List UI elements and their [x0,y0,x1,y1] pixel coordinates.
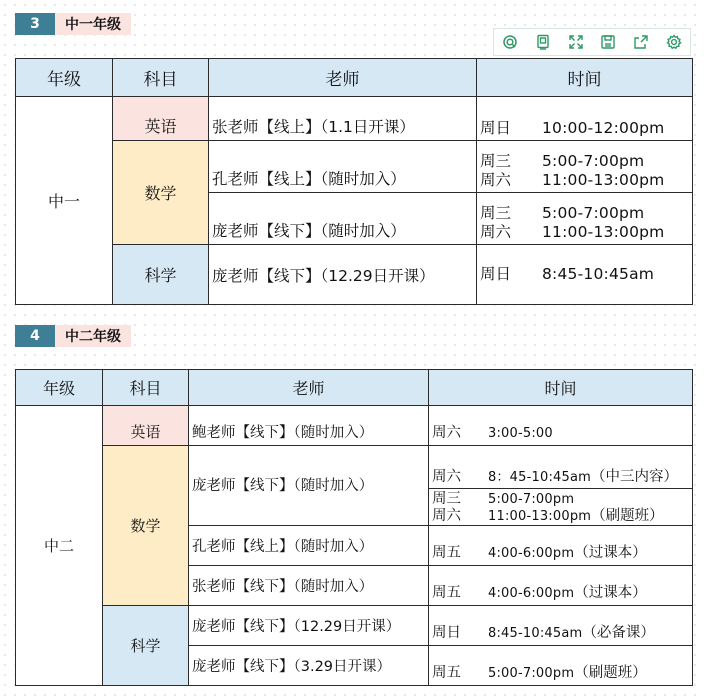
copy-icon [535,34,551,50]
settings-icon [666,34,682,50]
section-number: 3 [15,13,55,35]
copy-button[interactable] [527,29,560,55]
grade-cell: 中二 [16,406,103,686]
table-header-row [16,370,693,406]
subject-english: 英语 [113,97,209,141]
time-cell [429,526,693,566]
teacher-cell: 孔老师【线上】（随时加入） [209,141,477,193]
hours-label: 10:00-12:00pm [542,119,665,137]
teacher-cell: 庞老师【线下】（随时加入） [209,193,477,245]
share-icon [633,34,649,50]
time-cell [477,97,693,141]
day-label: 周六 [480,223,512,241]
hours-label: 4:00-6:00pm [488,586,575,601]
time-cell [477,245,693,305]
grade-8-schedule-table [15,369,693,686]
save-icon [600,34,616,50]
header-subject: 科目 [113,59,209,97]
time-cell [429,406,693,446]
day-label: 周六 [432,425,461,441]
day-label: 周六 [432,469,461,485]
time-cell [429,566,693,606]
header-time: 时间 [477,59,693,97]
header-teacher: 老师 [189,370,429,406]
table-row [16,141,693,193]
hours-label: 11:00-13:00pm [488,509,592,524]
subject-math: 数学 [113,141,209,245]
grade-7-schedule-table [15,58,693,305]
note-label: （刷题班） [574,665,647,681]
section-title: 中二年级 [55,325,131,347]
hours-label: 5:00-7:00pm [542,152,645,170]
share-button[interactable] [625,29,658,55]
day-label: 周日 [480,265,512,283]
teacher-cell: 孔老师【线上】（随时加入） [189,526,429,566]
time-cell [477,193,693,245]
header-time: 时间 [429,370,693,406]
header-teacher: 老师 [209,59,477,97]
note-label: （过课本） [574,585,647,601]
day-label: 周六 [480,171,512,189]
teacher-cell: 张老师【线下】（随时加入） [189,566,429,606]
header-subject: 科目 [103,370,189,406]
hours-label: 11:00-13:00pm [542,223,665,241]
note-label: （必备课） [582,625,655,641]
hours-label: 5:00-7:00pm [488,666,575,681]
teacher-cell: 庞老师【线下】（12.29日开课） [189,606,429,646]
hours-label: 8:45-10:45am [542,265,655,283]
section-title: 中一年级 [55,13,131,35]
settings-button[interactable] [657,29,690,55]
table-row [16,446,693,526]
hours-label: 3:00-5:00 [488,426,553,441]
section-4-header [15,325,131,347]
teacher-cell: 庞老师【线下】（3.29日开课） [189,646,429,686]
table-row [16,606,693,646]
hours-label: 11:00-13:00pm [542,171,665,189]
hours-label: 4:00-6:00pm [488,546,575,561]
day-label: 周五 [432,585,461,601]
header-grade: 年级 [16,59,113,97]
day-label: 周日 [480,119,512,137]
time-cell [477,141,693,193]
grade-cell: 中一 [16,97,113,305]
time-cell [429,446,693,526]
teacher-cell: 张老师【线上】（1.1日开课） [209,97,477,141]
expand-button[interactable] [559,29,592,55]
table-row [16,406,693,446]
teacher-cell: 鲍老师【线下】（随时加入） [189,406,429,446]
hours-label: 8：45-10:45am [488,470,591,485]
teacher-cell: 庞老师【线下】（随时加入） [189,446,429,526]
subject-science: 科学 [113,245,209,305]
day-label: 周三 [480,152,512,170]
subject-english: 英语 [103,406,189,446]
day-label: 周日 [432,625,461,641]
subject-math: 数学 [103,446,189,606]
time-cell [429,646,693,686]
header-grade: 年级 [16,370,103,406]
save-button[interactable] [592,29,625,55]
time-cell [429,606,693,646]
search-button[interactable] [494,29,527,55]
hours-label: 5:00-7:00pm [542,204,645,222]
table-row [16,245,693,305]
day-label: 周三 [432,491,461,507]
day-label: 周三 [480,204,512,222]
search-icon [502,34,518,50]
subject-science: 科学 [103,606,189,686]
day-label: 周五 [432,545,461,561]
section-number: 4 [15,325,55,347]
hours-label: 5:00-7:00pm [488,492,575,507]
table-row [16,97,693,141]
day-label: 周六 [432,508,461,524]
day-label: 周五 [432,665,461,681]
teacher-cell: 庞老师【线下】（12.29日开课） [209,245,477,305]
section-3-header [15,13,131,35]
note-label: （中三内容） [591,469,678,485]
table-header-row [16,59,693,97]
toolbar [493,28,691,56]
note-label: （过课本） [574,545,647,561]
expand-icon [568,34,584,50]
hours-label: 8:45-10:45am [488,626,583,641]
note-label: （刷题班） [591,508,664,524]
